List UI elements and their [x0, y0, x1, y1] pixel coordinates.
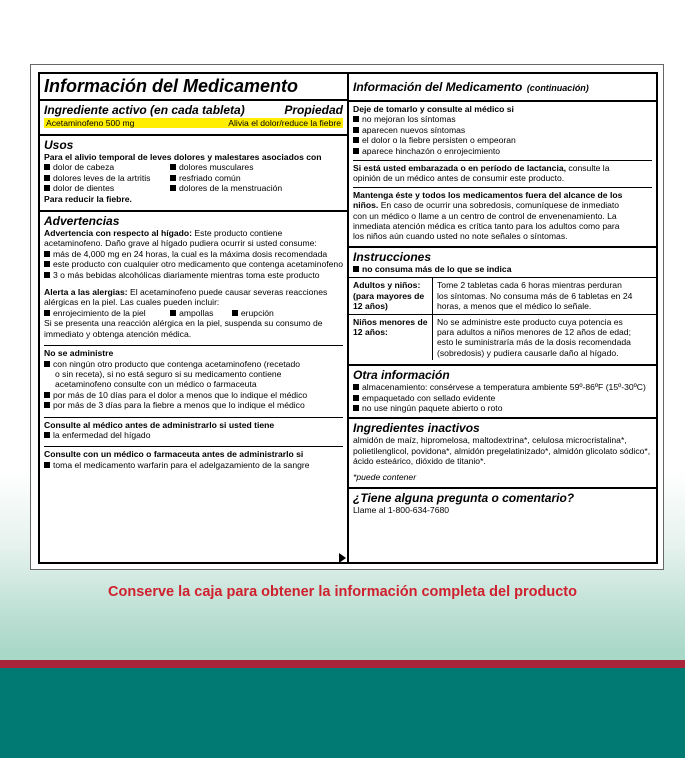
pregnancy-line1: Si está usted embarazada o en período de lactancia, consulte la [353, 163, 610, 174]
inactive-line1: almidón de maíz, hipromelosa, maltodextrina*, celulosa microcristalina*, [353, 435, 627, 446]
list-item: enrojecimiento de la piel [53, 307, 146, 318]
list-item: resfriado común [170, 173, 282, 183]
bullet-square-icon [44, 185, 50, 191]
pregnancy-line2: opinión de un médico antes de consumir este producto. [353, 173, 565, 184]
inactive-title: Ingredientes inactivos [353, 421, 480, 436]
bullet-square-icon [353, 395, 359, 401]
ask-doctor-section [40, 418, 347, 443]
allergy-after-line1: Si se presenta una reacción alérgica en la piel, suspenda su consumo de [44, 318, 323, 329]
ingredient-name: Acetaminofeno 500 mg [46, 118, 135, 128]
list-item: almacenamiento: consérvese a temperatura ambiente 59º-86ºF (15º-30ºC) [353, 382, 652, 392]
inactive-note: *puede contener [353, 471, 417, 482]
allergy-after-line2: immediato y obtenga atención médica. [44, 328, 192, 339]
bullet-square-icon [170, 310, 176, 316]
list-item: erupción [240, 307, 274, 318]
keep-line3: con un médico o llame a un centro de control de envenenamiento. La [353, 210, 617, 221]
purpose-label: Propiedad [284, 103, 343, 117]
list-item: dolor de dientes [44, 183, 170, 193]
bullet-square-icon [353, 384, 359, 390]
bullet-square-icon [353, 127, 359, 133]
children-label: Niños menores de 12 años: [349, 315, 433, 361]
children-instructions: No se administre este producto cuya potencia es para adultos a niños menores de 12 años de edad; esto le suministraría más de la dosis recomendada (sobredosis) y pudiera causarle daño al hígado. [437, 316, 631, 358]
list-item: ampollas [179, 307, 214, 318]
pregnancy-section [349, 161, 656, 186]
bullet-square-icon [44, 462, 50, 468]
inactive-line2: polietilenglicol, povidona*, almidón pregelatinizado*, almidón glicolato sódico*, [353, 445, 651, 456]
uses-title: Usos [44, 138, 74, 152]
keep-line5: los niños aún cuando usted no note señales o síntomas. [353, 231, 568, 242]
phone-number: Llame al 1-800-634-7680 [353, 504, 450, 515]
uses-section [40, 136, 347, 206]
bullet-square-icon [170, 175, 176, 181]
stop-use-title: Deje de tomarlo y consulte al médico si [353, 104, 514, 114]
bullet-square-icon [44, 164, 50, 170]
continued-header [349, 74, 656, 98]
directions-title: Instrucciones [353, 249, 432, 264]
keep-out-of-reach-section [349, 188, 656, 244]
list-item: dolores de la menstruación [170, 183, 282, 193]
questions-section [349, 489, 656, 517]
list-item: aparecen nuevos síntomas [353, 125, 652, 135]
list-item: dolor de cabeza [44, 162, 170, 172]
drug-facts-left-column [38, 72, 349, 564]
uses-list [44, 162, 343, 193]
other-info-title: Otra información [353, 368, 450, 383]
directions-row-children [349, 314, 656, 361]
drug-facts-right-column [347, 72, 658, 564]
allergy-items [44, 308, 343, 318]
bullet-square-icon [44, 432, 50, 438]
warnings-section [40, 212, 347, 341]
ask-doctor-title: Consulte al médico antes de administrarlo si usted tiene [44, 419, 275, 430]
list-item: por más de 3 días para la fiebre a menos que lo indique el médico [44, 400, 343, 410]
inactive-line3: ácido esteárico, dióxido de titanio*. [353, 456, 486, 467]
bottom-band-red [0, 660, 685, 668]
bullet-square-icon [44, 310, 50, 316]
list-item: dolores leves de la artritis [44, 173, 170, 183]
uses-intro: Para el alivio temporal de leves dolores y malestares asociados con [44, 152, 322, 162]
bullet-square-icon [353, 148, 359, 154]
ask-pharmacist-title: Consulte con un médico o farmaceuta antes de administrarlo si [44, 449, 304, 460]
list-item: no use ningún paquete abierto o roto [353, 403, 652, 413]
bullet-square-icon [170, 164, 176, 170]
bullet-square-icon [353, 116, 359, 122]
list-item: 3 o más bebidas alcohólicas diariamente mientras toma este producto [44, 270, 343, 280]
inactive-ingredients-section [349, 419, 656, 484]
keep-line1: Mantenga éste y todos los medicamentos fuera del alcance de los [353, 189, 623, 200]
continue-arrow-icon [339, 553, 346, 563]
list-item: con ningún otro producto que contenga acetaminofeno (recetado [44, 359, 343, 369]
active-ingredient-header [40, 101, 347, 117]
do-not-use-title: No se administre [44, 348, 114, 359]
bullet-square-icon [170, 185, 176, 191]
ingredient-purpose: Alivia el dolor/reduce la fiebre [228, 118, 341, 128]
bullet-square-icon [44, 251, 50, 257]
bullet-square-icon [44, 272, 50, 278]
label-panel [30, 64, 664, 570]
bullet-square-icon [353, 405, 359, 411]
bullet-square-icon [44, 392, 50, 398]
bullet-square-icon [353, 266, 359, 272]
list-item: la enfermedad del hígado [44, 430, 343, 440]
allergy-alert: Alerta a las alergias: El acetaminofeno puede causar severas reacciones [44, 287, 328, 298]
directions-note: no consuma más de lo que se indica [353, 264, 652, 274]
bullet-square-icon [232, 310, 238, 316]
list-item: más de 4,000 mg en 24 horas, la cual es la máxima dosis recomendada [44, 249, 343, 259]
list-item-continued: acetaminofeno consulte con un médico o farmaceuta [55, 379, 257, 390]
keep-line2: niños. En caso de ocurrir una sobredosis, comuníquese de inmediato [353, 200, 620, 211]
bullet-square-icon [44, 175, 50, 181]
bottom-band-teal [0, 668, 685, 758]
bullet-square-icon [44, 361, 50, 367]
list-item: el dolor o la fiebre persisten o empeoran [353, 135, 652, 145]
list-item: empaquetado con sellado evidente [353, 393, 652, 403]
continued-title: Información del Medicamento [353, 80, 523, 94]
continued-label: (continuación) [526, 83, 589, 93]
adults-label: Adultos y niños: (para mayores de 12 años) [349, 278, 433, 313]
allergy-alert-line2: alérgicas en la piel. Las cuales pueden incluir: [44, 297, 220, 308]
active-ingredient-label: Ingrediente activo (en cada tableta) [44, 103, 245, 117]
drug-facts-title: Información del Medicamento [44, 76, 299, 96]
list-item-continued: o sin receta), si no está seguro si su medicamento contiene [55, 368, 282, 379]
active-ingredient-row [44, 118, 343, 128]
warnings-title: Advertencias [44, 214, 120, 229]
list-item: no mejoran los síntomas [353, 114, 652, 124]
bullet-square-icon [44, 261, 50, 267]
bullet-square-icon [353, 137, 359, 143]
liver-warning-line2: acetaminofeno. Daño grave al hígado pudiera ocurrir si usted consume: [44, 238, 317, 249]
questions-title: ¿Tiene alguna pregunta o comentario? [353, 490, 575, 505]
directions-row-adults [349, 277, 656, 313]
uses-fever: Para reducir la fiebre. [44, 193, 132, 204]
bullet-square-icon [44, 402, 50, 408]
list-item: por más de 10 días para el dolor a menos que lo indique el médico [44, 390, 343, 400]
liver-warning: Advertencia con respecto al hígado: Este producto contiene [44, 228, 283, 239]
keep-line4: inmediata atención médica es crítica tanto para los adultos como para [353, 221, 620, 232]
directions-section [349, 248, 656, 277]
other-info-section [349, 366, 656, 415]
list-item: este producto con cualquier otro medicamento que contenga acetaminofeno [44, 259, 343, 269]
list-item: aparece hinchazón o enrojecimiento [353, 146, 652, 156]
do-not-use-section [40, 346, 347, 412]
list-item: dolores musculares [170, 162, 282, 172]
list-item: toma el medicamento warfarin para el adelgazamiento de la sangre [44, 460, 343, 470]
stop-use-section [349, 102, 656, 158]
adults-instructions: Tome 2 tabletas cada 6 horas mientras perduran los síntomas. No consuma más de 6 tabletas en 24 horas, a menos que el médico lo señale. [437, 280, 633, 312]
ask-pharmacist-section [40, 447, 347, 472]
keep-carton-notice: Conserve la caja para obtener la información completa del producto [108, 584, 577, 600]
